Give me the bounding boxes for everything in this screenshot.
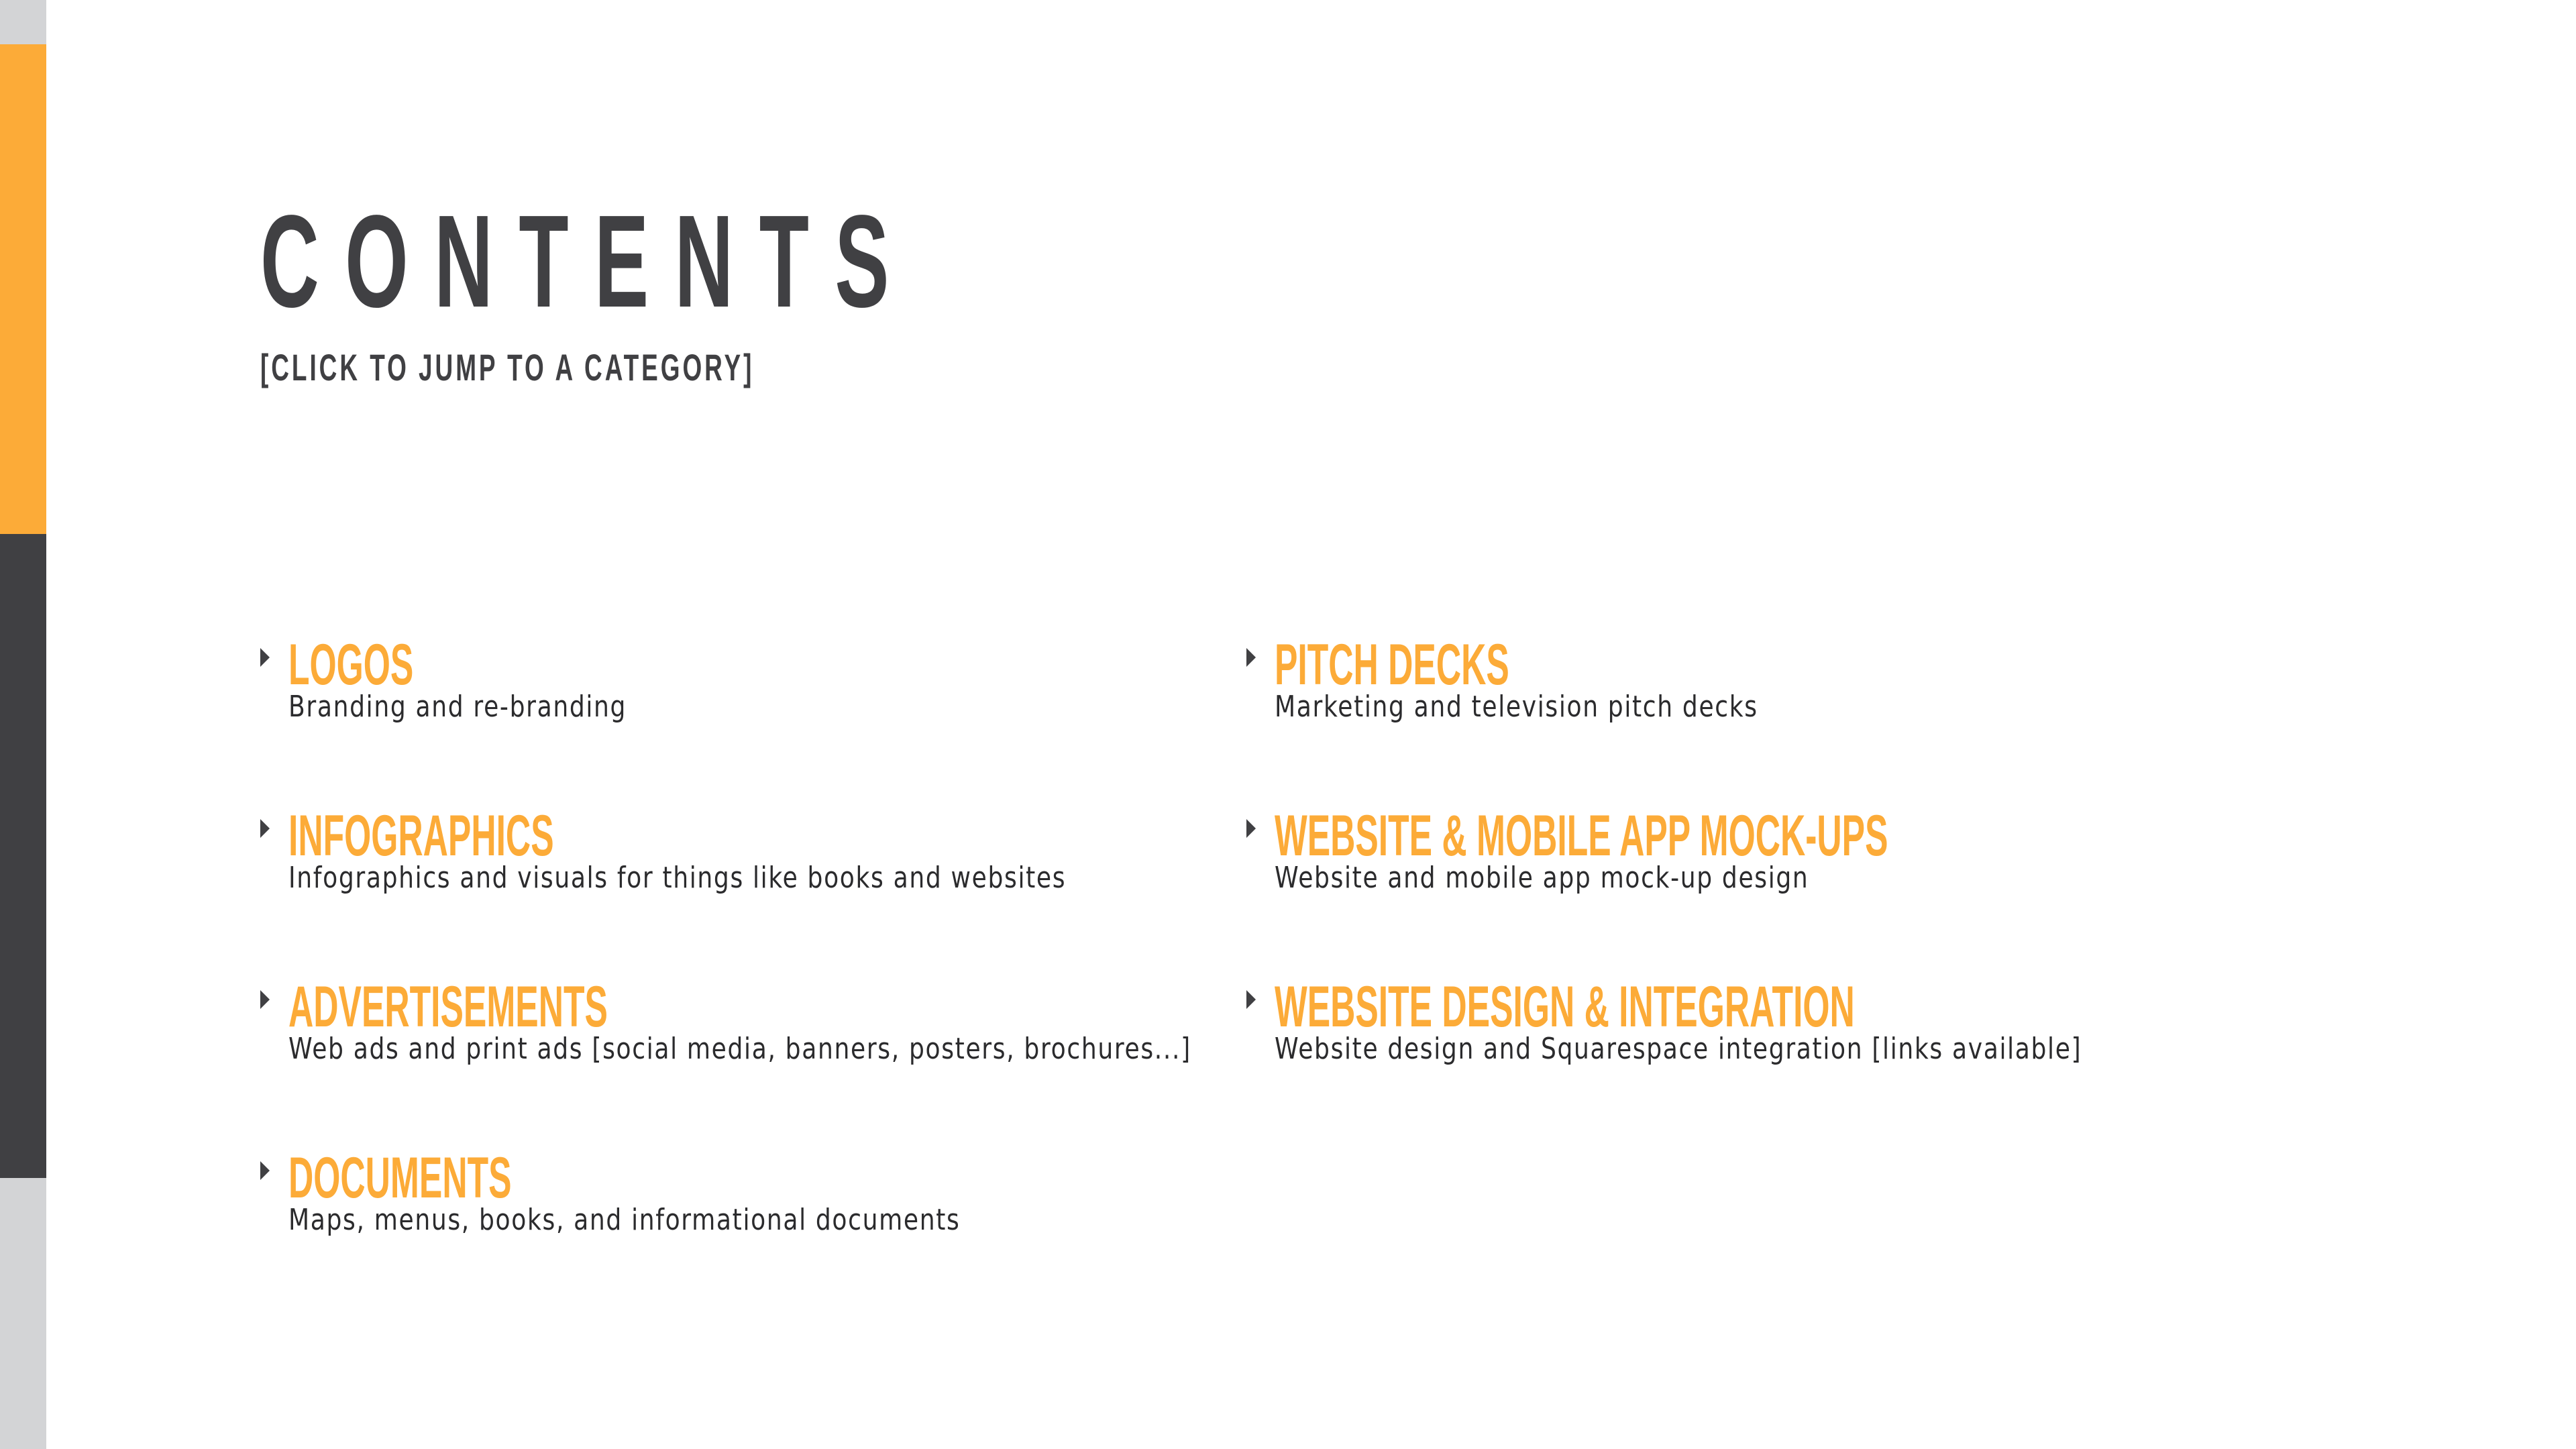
category-description: Website design and Squarespace integration [links available]: [1275, 1032, 2082, 1066]
caret-right-icon: [260, 648, 270, 667]
category-name[interactable]: DOCUMENTS: [288, 1146, 512, 1210]
caret-right-icon: [260, 990, 270, 1009]
category-name[interactable]: ADVERTISEMENTS: [288, 975, 608, 1039]
page-title: CONTENTS: [260, 188, 915, 335]
category-name[interactable]: INFOGRAPHICS: [288, 804, 554, 868]
category-description: Marketing and television pitch decks: [1275, 690, 1758, 724]
category-name[interactable]: WEBSITE & MOBILE APP MOCK-UPS: [1275, 804, 1888, 868]
caret-right-icon: [260, 1161, 270, 1180]
caret-right-icon: [260, 819, 270, 838]
side-accent-bar: [0, 0, 46, 1449]
side-bar-top-segment: [0, 0, 46, 44]
category-description: Maps, menus, books, and informational documents: [288, 1203, 961, 1237]
side-bar-bottom-segment: [0, 1178, 46, 1449]
caret-right-icon: [1246, 648, 1256, 667]
page-subtitle: [CLICK TO JUMP TO A CATEGORY]: [260, 346, 755, 388]
category-description: Branding and re-branding: [288, 690, 627, 724]
category-name[interactable]: WEBSITE DESIGN & INTEGRATION: [1275, 975, 1855, 1039]
side-bar-orange-segment: [0, 44, 46, 534]
category-description: Website and mobile app mock-up design: [1275, 861, 1809, 895]
category-name[interactable]: LOGOS: [288, 633, 414, 697]
caret-right-icon: [1246, 990, 1256, 1009]
category-description: Web ads and print ads [social media, banners, posters, brochures...]: [288, 1032, 1191, 1066]
category-description: Infographics and visuals for things like books and websites: [288, 861, 1067, 895]
side-bar-dark-segment: [0, 534, 46, 1178]
category-name[interactable]: PITCH DECKS: [1275, 633, 1509, 697]
caret-right-icon: [1246, 819, 1256, 838]
